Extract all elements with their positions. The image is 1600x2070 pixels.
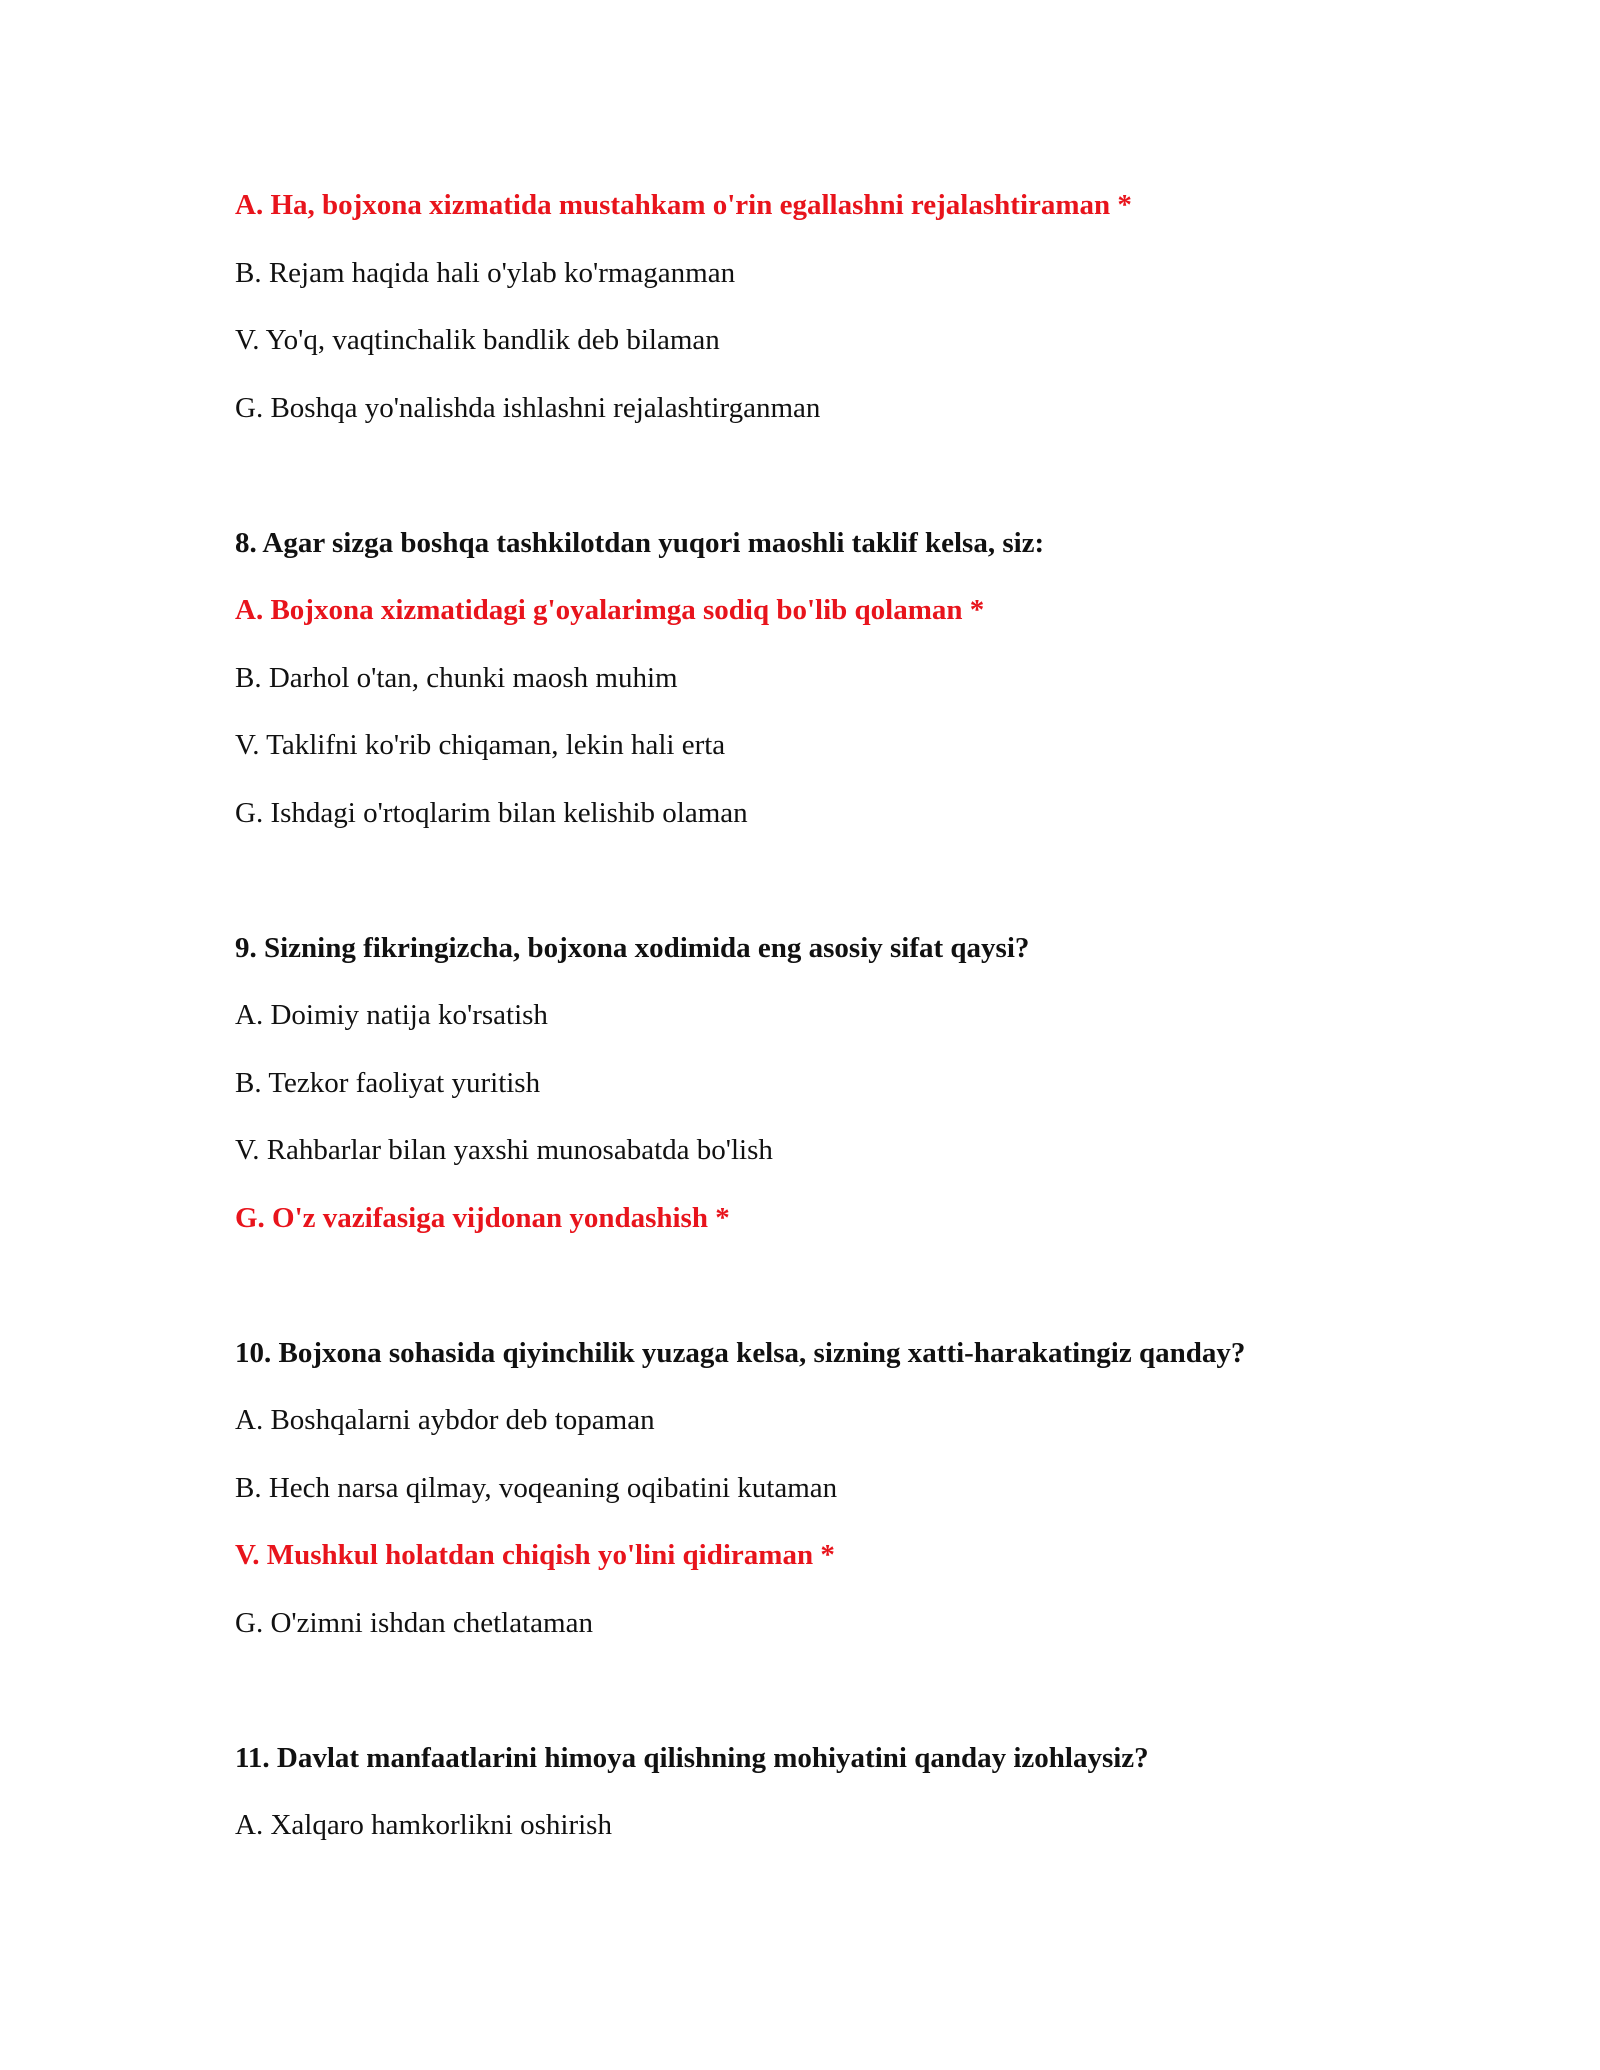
- block-spacer: [235, 1673, 1465, 1741]
- question-text: 10. Bojxona sohasida qiyinchilik yuzaga kelsa, sizning xatti-harakatingiz qanday?: [235, 1336, 1246, 1369]
- question-block-10: [235, 1336, 1465, 1640]
- block-spacer: [235, 1268, 1465, 1336]
- question-block-7: [235, 188, 1465, 425]
- question-text: 11. Davlat manfaatlarini himoya qilishning mohiyatini qanday izohlaysiz?: [235, 1741, 1149, 1774]
- answer-option-correct: V. Mushkul holatdan chiqish yo'lini qidiraman *: [235, 1539, 835, 1571]
- answer-option: A. Xalqaro hamkorlikni oshirish: [235, 1809, 612, 1841]
- question-text: 9. Sizning fikringizcha, bojxona xodimida eng asosiy sifat qaysi?: [235, 931, 1030, 964]
- question-text: 8. Agar sizga boshqa tashkilotdan yuqori maoshli taklif kelsa, siz:: [235, 526, 1045, 559]
- answer-option: V. Taklifni ko'rib chiqaman, lekin hali erta: [235, 729, 726, 761]
- quiz-page: [235, 188, 1465, 1876]
- answer-option: G. O'zimni ishdan chetlataman: [235, 1606, 593, 1639]
- answer-option-correct: A. Ha, bojxona xizmatida mustahkam o'rin egallashni rejalashtiraman *: [235, 189, 1132, 221]
- block-spacer: [235, 458, 1465, 526]
- answer-option: B. Rejam haqida hali o'ylab ko'rmaganman: [235, 256, 736, 289]
- question-block-9: [235, 931, 1465, 1235]
- answer-option-correct: G. O'z vazifasiga vijdonan yondashish *: [235, 1201, 730, 1234]
- answer-option: B. Darhol o'tan, chunki maosh muhim: [235, 661, 678, 694]
- question-block-8: [235, 526, 1465, 830]
- answer-option: G. Ishdagi o'rtoqlarim bilan kelishib olaman: [235, 796, 748, 829]
- answer-option: B. Hech narsa qilmay, voqeaning oqibatini kutaman: [235, 1471, 838, 1504]
- answer-option: G. Boshqa yo'nalishda ishlashni rejalashtirganman: [235, 391, 821, 424]
- answer-option-correct: A. Bojxona xizmatidagi g'oyalarimga sodiq bo'lib qolaman *: [235, 594, 985, 626]
- answer-option: B. Tezkor faoliyat yuritish: [235, 1066, 541, 1099]
- block-spacer: [235, 863, 1465, 931]
- answer-option: A. Boshqalarni aybdor deb topaman: [235, 1404, 655, 1436]
- answer-option: V. Rahbarlar bilan yaxshi munosabatda bo'lish: [235, 1134, 773, 1166]
- answer-option: V. Yo'q, vaqtinchalik bandlik deb bilaman: [235, 324, 720, 356]
- answer-option: A. Doimiy natija ko'rsatish: [235, 999, 548, 1031]
- question-block-11: [235, 1741, 1465, 1843]
